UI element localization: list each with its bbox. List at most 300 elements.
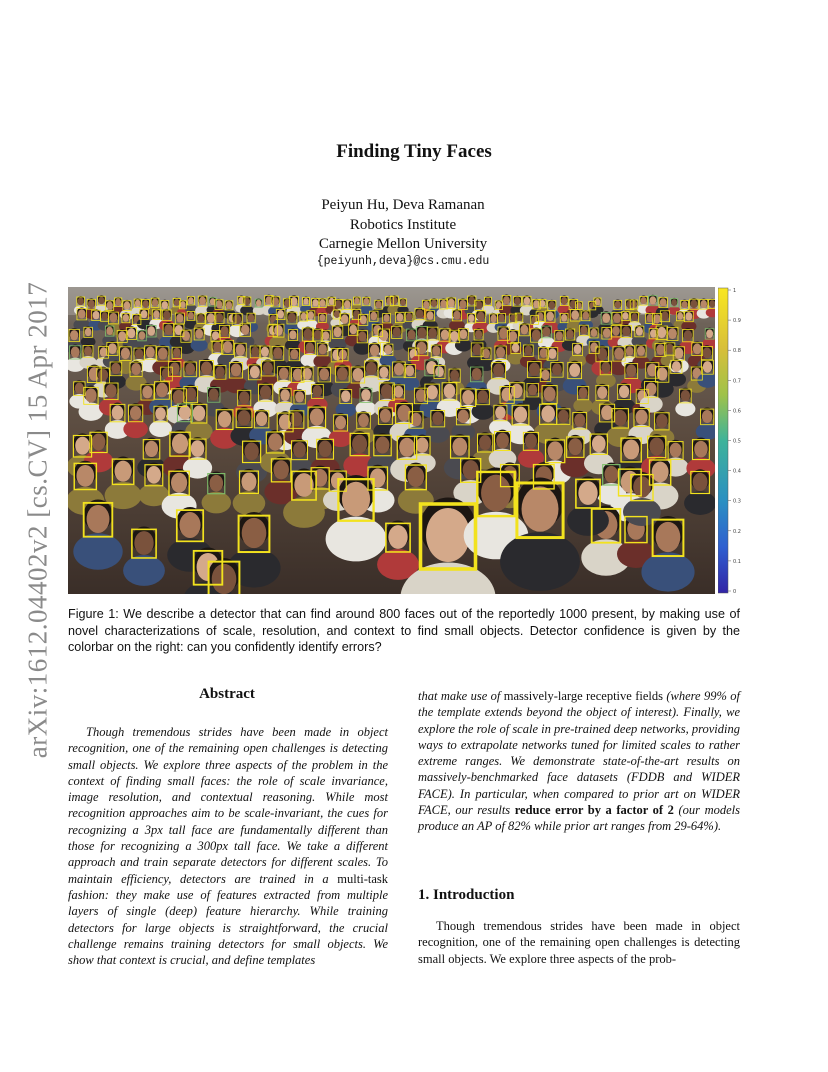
person-face: [400, 299, 405, 305]
person-body: [472, 403, 495, 420]
person-face: [158, 348, 168, 360]
person-face: [268, 433, 282, 450]
person-face: [172, 434, 188, 454]
person-face: [511, 384, 523, 398]
person-body: [455, 339, 472, 351]
person-face: [603, 328, 611, 338]
person-face: [544, 387, 556, 402]
person-face: [459, 329, 467, 339]
person-face: [218, 411, 231, 427]
colorbar-tick-label: 0.2: [733, 528, 741, 535]
person-face: [468, 314, 474, 322]
person-face: [552, 363, 562, 375]
person-face: [75, 437, 90, 455]
person-face: [649, 438, 664, 456]
person-face: [540, 348, 548, 358]
person-face: [147, 466, 161, 483]
person-face: [379, 330, 388, 341]
person-face: [220, 326, 228, 336]
person-face: [428, 328, 437, 339]
person-face: [548, 348, 557, 359]
person-face: [98, 297, 104, 304]
person-face: [280, 389, 290, 401]
person-face: [684, 330, 692, 340]
person-face: [112, 405, 124, 419]
person-face: [195, 329, 203, 339]
person-face: [682, 301, 688, 308]
person-face: [448, 299, 455, 308]
person-face: [576, 302, 581, 309]
person-face: [657, 327, 666, 338]
colorbar-tick-label: 0.5: [733, 438, 741, 445]
person-face: [496, 347, 505, 358]
person-face: [241, 472, 256, 491]
person-face: [109, 313, 117, 323]
person-face: [248, 314, 254, 322]
person-face: [185, 363, 195, 375]
colorbar-tick-label: 0: [733, 589, 737, 594]
person-body: [105, 482, 142, 509]
person-face: [162, 301, 168, 309]
person-face: [612, 326, 620, 336]
person-face: [514, 406, 527, 422]
abstract-cont-3: (where 99% of the template extends beyond the object of interest). Finally, we explore the role of scale in pre-trained deep networks, providing ways to extrapolate networks tuned for limited scales to rather extreme ranges. We demonstrate state-of-the-art results on massively-benchmarked face datasets (FDDB and WIDER FACE). In particular, when compared to prior art on WIDER FACE, our results: [418, 689, 740, 818]
person-face: [279, 367, 289, 379]
person-body: [202, 492, 231, 514]
person-face: [399, 438, 415, 457]
person-face: [105, 384, 116, 398]
abstract-text-a: Though tremendous strides have been made in object recognition, one of the remaining open challenges is detecting small objects. We explore three aspects of the problem in the context of finding small faces: the role of scale invariance, image resolution, and contextual reasoning. While most recognition approaches aim to be scale-invariant, the cues for recognizing a 3px tall face are fundamentally different than those for recognizing a 300px tall face. We take a different approach and train separate detectors for different scales. To maintain efficiency, detectors are trained in a: [68, 725, 388, 886]
person-face: [703, 361, 712, 373]
person-face: [626, 364, 636, 377]
abstract-paragraph: [68, 724, 388, 968]
person-face: [426, 385, 438, 399]
person-face: [143, 300, 149, 308]
person-face: [260, 385, 271, 399]
person-face: [569, 363, 580, 377]
person-face: [155, 407, 166, 420]
person-face: [250, 366, 260, 378]
person-face: [366, 362, 377, 375]
person-face: [115, 461, 132, 482]
person-face: [313, 385, 322, 397]
person-face: [226, 301, 232, 309]
person-face: [432, 412, 443, 426]
person-face: [503, 296, 510, 304]
person-face: [405, 365, 414, 376]
person-face: [388, 525, 407, 549]
person-face: [541, 405, 555, 422]
person-face: [383, 314, 389, 322]
person-face: [702, 347, 711, 358]
person-face: [354, 298, 359, 304]
person-face: [146, 347, 155, 358]
colorbar-tick-label: 0.9: [733, 318, 741, 325]
person-face: [537, 312, 544, 320]
person-body: [641, 552, 694, 591]
person-face: [568, 438, 582, 455]
person-face: [361, 389, 371, 401]
person-face: [78, 309, 86, 318]
person-face: [649, 296, 656, 304]
person-face: [601, 405, 613, 420]
person-face: [477, 312, 485, 322]
person-face: [344, 300, 351, 308]
person-face: [180, 301, 185, 308]
person-face: [85, 328, 92, 336]
person-face: [106, 327, 113, 335]
person-face: [633, 476, 651, 498]
person-face: [76, 465, 94, 487]
person-face: [295, 391, 304, 402]
person-face: [239, 391, 250, 404]
person-body: [73, 533, 122, 569]
person-face: [179, 405, 191, 420]
abstract-heading: Abstract: [199, 686, 255, 702]
person-face: [121, 348, 130, 359]
author-names: Peiyun Hu, Deva Ramanan: [321, 197, 485, 213]
person-face: [478, 390, 488, 403]
person-face: [602, 313, 610, 323]
person-face: [661, 311, 668, 320]
paper-title: Finding Tiny Faces: [336, 141, 492, 162]
person-face: [656, 414, 668, 428]
person-face: [364, 298, 370, 305]
person-face: [314, 330, 322, 340]
person-body: [623, 498, 661, 526]
person-face: [416, 309, 424, 318]
person-face: [261, 347, 269, 357]
person-body: [283, 497, 325, 528]
person-face: [188, 297, 194, 304]
person-face: [485, 298, 491, 305]
colorbar-tick-label: 1: [733, 288, 737, 294]
person-face: [100, 347, 108, 357]
person-face: [670, 443, 682, 458]
person-face: [524, 346, 532, 356]
person-face: [475, 330, 482, 339]
person-face: [288, 313, 296, 323]
person-face: [231, 363, 242, 376]
person-face: [215, 366, 224, 377]
person-face: [549, 301, 556, 309]
person-face: [358, 414, 369, 427]
person-face: [582, 312, 589, 320]
person-face: [130, 406, 141, 420]
person-face: [450, 370, 459, 381]
colorbar-tick-label: 0.7: [733, 378, 741, 385]
person-face: [656, 344, 665, 355]
abstract-text-c: fashion: they make use of features extracted from multiple layers of single (deep) feature hierarchy. While training detectors for large objects is straightforward, the crucial challenge remains training detectors for small objects. We show that context is crucial, and define templates: [68, 887, 388, 968]
person-face: [498, 314, 504, 322]
person-face: [615, 301, 621, 309]
person-face: [370, 468, 386, 487]
person-face: [396, 313, 403, 322]
introduction-heading: 1. Introduction: [418, 887, 515, 903]
person-face: [141, 310, 148, 318]
person-face: [542, 327, 550, 337]
person-face: [571, 310, 579, 320]
person-face: [335, 300, 342, 309]
person-face: [613, 313, 621, 323]
person-face: [293, 442, 306, 458]
person-face: [444, 384, 456, 398]
person-face: [170, 362, 180, 374]
person-face: [702, 410, 713, 423]
person-face: [674, 348, 683, 359]
person-face: [153, 310, 160, 318]
person-face: [660, 298, 667, 306]
person-face: [431, 300, 437, 307]
person-face: [427, 311, 434, 320]
person-face: [251, 347, 259, 357]
person-face: [636, 327, 643, 336]
person-face: [291, 412, 303, 427]
person-face: [207, 313, 215, 323]
person-face: [341, 390, 350, 402]
person-face: [574, 414, 585, 428]
person-face: [93, 311, 100, 320]
person-face: [380, 409, 391, 423]
person-face: [597, 386, 607, 399]
person-body: [573, 398, 593, 412]
person-face: [579, 387, 588, 398]
person-face: [335, 416, 346, 430]
person-face: [656, 522, 681, 552]
person-face: [453, 311, 460, 320]
person-face: [70, 330, 78, 340]
person-face: [408, 467, 425, 487]
person-face: [273, 460, 289, 479]
person-face: [472, 344, 481, 355]
author-email: {peiyunh,deva}@cs.cmu.edu: [316, 255, 490, 268]
colorbar-tick-label: 0.1: [733, 558, 741, 565]
person-face: [672, 361, 681, 372]
person-face: [334, 311, 340, 318]
person-face: [318, 344, 327, 354]
abstract-text-b: multi-task: [337, 871, 388, 886]
abstract-cont-1: that make use of: [418, 689, 504, 703]
person-face: [337, 367, 348, 380]
person-face: [685, 312, 692, 321]
person-body: [233, 491, 266, 515]
abstract-cont-bold: reduce error by a factor of 2: [514, 803, 674, 818]
person-face: [528, 384, 537, 395]
person-face: [274, 325, 283, 336]
person-face: [525, 434, 537, 449]
person-face: [185, 387, 196, 401]
person-face: [171, 473, 187, 493]
person-face: [592, 435, 606, 452]
person-face: [131, 363, 141, 375]
person-face: [241, 325, 249, 335]
person-face: [533, 300, 539, 308]
person-face: [458, 410, 469, 424]
person-face: [677, 312, 683, 319]
person-face: [514, 297, 520, 305]
person-face: [440, 300, 447, 308]
colorbar-tick-label: 0.6: [733, 408, 741, 415]
person-face: [681, 390, 690, 401]
person-face: [244, 442, 258, 460]
person-face: [452, 438, 467, 456]
person-face: [394, 363, 404, 376]
person-face: [626, 346, 634, 355]
person-body: [684, 491, 715, 515]
person-face: [623, 440, 639, 460]
person-face: [652, 462, 669, 483]
person-face: [290, 349, 298, 359]
person-face: [209, 475, 223, 492]
person-face: [604, 466, 618, 483]
person-face: [384, 345, 392, 355]
person-face: [318, 441, 331, 457]
person-face: [188, 312, 194, 319]
person-face: [614, 348, 624, 360]
person-face: [614, 410, 627, 426]
person-face: [118, 331, 126, 341]
person-face: [71, 347, 80, 358]
person-face: [223, 341, 233, 353]
person-face: [591, 329, 598, 337]
confidence-colorbar: [718, 287, 758, 594]
person-face: [303, 298, 308, 305]
person-face: [370, 312, 377, 320]
person-face: [381, 384, 393, 399]
person-face: [524, 297, 531, 305]
person-face: [256, 300, 261, 307]
introduction-paragraph: Though tremendous strides have been made in object recognition, one of the remaining open challenges is detecting small objects. We explore three aspects of the prob-: [418, 919, 740, 966]
person-face: [520, 325, 528, 335]
person-face: [423, 301, 429, 308]
person-face: [522, 486, 559, 531]
person-face: [556, 331, 563, 340]
person-face: [496, 433, 509, 449]
arxiv-stamp: arXiv:1612.04402v2 [cs.CV] 15 Apr 2017: [22, 281, 53, 759]
person-face: [376, 301, 382, 308]
person-face: [406, 313, 412, 321]
person-body: [123, 420, 148, 438]
person-face: [212, 564, 237, 594]
person-face: [216, 313, 223, 322]
author-university: Carnegie Mellon University: [318, 236, 488, 252]
person-face: [277, 310, 284, 318]
person-face: [441, 330, 449, 340]
person-face: [145, 441, 158, 457]
person-face: [561, 314, 567, 322]
person-face: [622, 326, 630, 336]
figure-caption: Figure 1: We describe a detector that can find around 800 faces out of the reportedly 1000 present, by making use of novel characterizations of scale, resolution, and context to find small objects. Detector confidence is given by the colorbar on the right: can you confidently identify errors?: [68, 607, 740, 655]
abstract-cont-5: (our models produce an AP of 82% while prior art ranges from 29-64%).: [418, 803, 740, 834]
person-face: [303, 329, 312, 340]
person-face: [665, 344, 673, 354]
person-face: [512, 343, 520, 352]
person-face: [176, 314, 183, 323]
person-face: [479, 435, 491, 450]
person-face: [499, 328, 508, 339]
person-face: [115, 298, 121, 305]
person-face: [198, 314, 204, 322]
person-face: [462, 390, 474, 405]
person-face: [358, 331, 366, 341]
person-face: [476, 301, 483, 309]
person-face: [111, 363, 120, 374]
person-face: [370, 345, 380, 357]
person-body: [149, 420, 172, 437]
person-face: [319, 368, 329, 380]
person-face: [493, 363, 504, 377]
person-face: [320, 299, 326, 306]
person-face: [637, 346, 645, 356]
person-face: [578, 481, 597, 505]
person-face: [135, 300, 141, 307]
person-face: [322, 331, 329, 340]
person-face: [88, 300, 95, 308]
person-face: [134, 531, 153, 555]
person-face: [558, 410, 569, 423]
person-face: [622, 312, 628, 319]
person-face: [164, 324, 173, 335]
person-face: [84, 346, 92, 356]
person-face: [242, 518, 267, 548]
person-face: [310, 408, 324, 425]
person-face: [312, 299, 318, 306]
person-body: [123, 555, 165, 586]
person-face: [199, 297, 206, 305]
person-face: [319, 314, 325, 321]
person-face: [92, 434, 106, 451]
person-face: [532, 330, 541, 341]
person-face: [289, 330, 296, 339]
author-institute: Robotics Institute: [349, 217, 457, 233]
person-face: [142, 386, 152, 399]
abstract-cont-2: massively-large receptive fields: [503, 689, 663, 703]
person-face: [308, 311, 314, 319]
person-body: [675, 402, 695, 417]
person-face: [152, 299, 158, 307]
person-face: [123, 314, 129, 322]
person-face: [376, 436, 390, 453]
crowd-photo: [68, 287, 715, 594]
person-face: [394, 386, 404, 398]
person-face: [301, 313, 307, 320]
person-face: [216, 300, 223, 308]
person-face: [106, 301, 112, 309]
person-face: [209, 388, 219, 400]
person-body: [667, 372, 686, 386]
abstract-body: [68, 724, 388, 968]
person-face: [127, 328, 135, 338]
crowd-detection-figure: [68, 287, 715, 594]
person-face: [668, 328, 677, 339]
person-face: [174, 299, 180, 306]
person-face: [546, 312, 554, 321]
person-face: [619, 385, 629, 398]
person-face: [101, 312, 108, 320]
person-face: [693, 473, 708, 491]
person-face: [601, 362, 610, 373]
person-face: [416, 438, 429, 453]
person-face: [273, 347, 282, 359]
person-face: [529, 363, 540, 376]
colorbar-tick-label: 0.4: [733, 468, 741, 475]
person-face: [391, 297, 397, 305]
person-face: [472, 368, 482, 380]
person-face: [213, 342, 222, 353]
colorbar-svg: [718, 287, 758, 594]
person-face: [341, 314, 349, 323]
person-face: [691, 300, 698, 308]
